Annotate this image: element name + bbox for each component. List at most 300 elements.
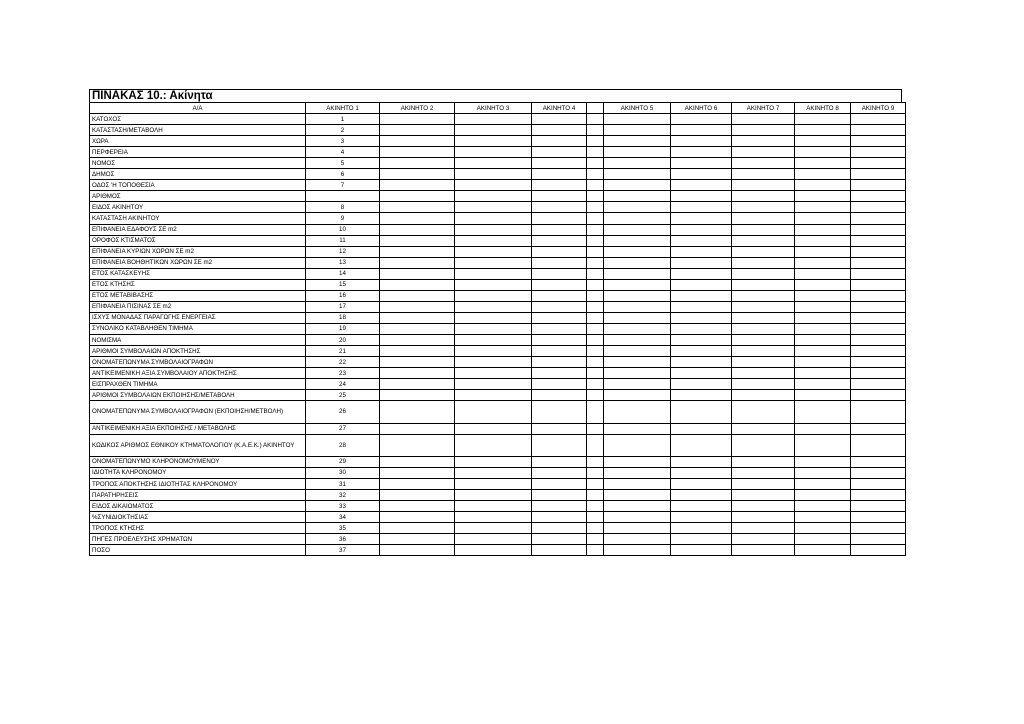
- empty-cell: [851, 279, 906, 290]
- column-header-asset-6: ΑΚΙΝΗΤΟ 5: [604, 103, 671, 114]
- empty-cell: [587, 401, 604, 423]
- empty-cell: [587, 346, 604, 357]
- empty-cell: [671, 379, 732, 390]
- empty-cell: [795, 467, 851, 478]
- row-label: ΑΡΙΘΜΟΣ: [90, 191, 306, 202]
- empty-cell: [455, 246, 532, 257]
- empty-cell: [455, 423, 532, 434]
- empty-cell: [732, 523, 795, 534]
- empty-cell: [380, 114, 455, 125]
- row-number: 8: [306, 202, 380, 213]
- empty-cell: [851, 479, 906, 490]
- empty-cell: [732, 467, 795, 478]
- empty-cell: [380, 257, 455, 268]
- empty-cell: [795, 290, 851, 301]
- empty-cell: [532, 490, 587, 501]
- empty-cell: [732, 479, 795, 490]
- empty-cell: [732, 545, 795, 556]
- table-row: [90, 158, 906, 169]
- row-number: 5: [306, 158, 380, 169]
- empty-cell: [532, 136, 587, 147]
- empty-cell: [795, 334, 851, 345]
- empty-cell: [671, 334, 732, 345]
- empty-cell: [604, 501, 671, 512]
- empty-cell: [604, 147, 671, 158]
- empty-cell: [455, 169, 532, 180]
- empty-cell: [795, 312, 851, 323]
- empty-cell: [532, 423, 587, 434]
- row-label: ΟΝΟΜΑΤΕΠΩΝΥΜΑ ΣΥΜΒΟΛΑΙΟΓΡΑΦΩΝ (ΕΚΠΟΙΗΣΗ/ΜΕΤΒΟΛΗ): [90, 401, 306, 423]
- empty-cell: [851, 114, 906, 125]
- table-row: [90, 114, 906, 125]
- empty-cell: [532, 224, 587, 235]
- empty-cell: [671, 346, 732, 357]
- table-row: [90, 268, 906, 279]
- row-number: 23: [306, 368, 380, 379]
- empty-cell: [380, 423, 455, 434]
- row-number: 17: [306, 301, 380, 312]
- empty-cell: [455, 114, 532, 125]
- empty-cell: [795, 401, 851, 423]
- row-label: ΣΥΝΟΛΙΚΟ ΚΑΤΑΒΛΗΘΕΝ ΤΙΜΗΜΑ: [90, 323, 306, 334]
- row-label: ΟΝΟΜΑΤΕΠΩΝΥΜΟ ΚΛΗΡΟΝΟΜΟΥΜΕΝΟΥ: [90, 456, 306, 467]
- empty-cell: [732, 114, 795, 125]
- table-row: [90, 235, 906, 246]
- empty-cell: [532, 191, 587, 202]
- row-number: 18: [306, 312, 380, 323]
- empty-cell: [455, 136, 532, 147]
- empty-cell: [532, 501, 587, 512]
- empty-cell: [732, 379, 795, 390]
- empty-cell: [851, 512, 906, 523]
- empty-cell: [455, 379, 532, 390]
- empty-cell: [532, 169, 587, 180]
- empty-cell: [851, 456, 906, 467]
- empty-cell: [851, 323, 906, 334]
- empty-cell: [851, 334, 906, 345]
- empty-cell: [671, 545, 732, 556]
- column-header-asset-9: ΑΚΙΝΗΤΟ 8: [795, 103, 851, 114]
- table-row: [90, 279, 906, 290]
- empty-cell: [380, 180, 455, 191]
- empty-cell: [587, 490, 604, 501]
- row-number: 22: [306, 357, 380, 368]
- table-row: [90, 523, 906, 534]
- empty-cell: [732, 136, 795, 147]
- empty-cell: [851, 312, 906, 323]
- empty-cell: [851, 246, 906, 257]
- empty-cell: [380, 312, 455, 323]
- empty-cell: [380, 191, 455, 202]
- empty-cell: [587, 213, 604, 224]
- empty-cell: [587, 202, 604, 213]
- empty-cell: [732, 202, 795, 213]
- row-number: 7: [306, 180, 380, 191]
- empty-cell: [604, 512, 671, 523]
- empty-cell: [455, 312, 532, 323]
- assets-table: [89, 102, 906, 556]
- empty-cell: [455, 434, 532, 456]
- empty-cell: [795, 534, 851, 545]
- row-label: ΟΡΟΦΟΣ ΚΤΙΣΜΑΤΟΣ: [90, 235, 306, 246]
- row-label: ΤΡΟΠΟΣ ΚΤΗΣΗΣ: [90, 523, 306, 534]
- row-label: ΕΠΙΦΑΝΕΙΑ ΕΔΑΦΟΥΣ ΣΕ m2: [90, 224, 306, 235]
- table-row: [90, 301, 906, 312]
- empty-cell: [671, 357, 732, 368]
- empty-cell: [604, 202, 671, 213]
- empty-cell: [587, 125, 604, 136]
- empty-cell: [587, 147, 604, 158]
- empty-cell: [671, 501, 732, 512]
- empty-cell: [795, 357, 851, 368]
- empty-cell: [604, 379, 671, 390]
- empty-cell: [604, 523, 671, 534]
- empty-cell: [671, 390, 732, 401]
- empty-cell: [587, 379, 604, 390]
- empty-cell: [851, 545, 906, 556]
- empty-cell: [455, 467, 532, 478]
- empty-cell: [455, 523, 532, 534]
- empty-cell: [604, 467, 671, 478]
- empty-cell: [851, 534, 906, 545]
- row-number: 31: [306, 479, 380, 490]
- empty-cell: [795, 456, 851, 467]
- table-row: [90, 456, 906, 467]
- empty-cell: [851, 235, 906, 246]
- row-number: 1: [306, 114, 380, 125]
- empty-cell: [604, 479, 671, 490]
- empty-cell: [380, 290, 455, 301]
- empty-cell: [455, 158, 532, 169]
- row-number: 30: [306, 467, 380, 478]
- table-row: [90, 545, 906, 556]
- row-label: ΕΙΔΟΣ ΔΙΚΑΙΩΜΑΤΟΣ: [90, 501, 306, 512]
- empty-cell: [532, 235, 587, 246]
- empty-cell: [851, 346, 906, 357]
- empty-cell: [851, 490, 906, 501]
- empty-cell: [795, 423, 851, 434]
- empty-cell: [732, 323, 795, 334]
- empty-cell: [795, 125, 851, 136]
- empty-cell: [795, 490, 851, 501]
- assets-sheet: [89, 89, 905, 556]
- row-number: 4: [306, 147, 380, 158]
- empty-cell: [604, 169, 671, 180]
- empty-cell: [671, 213, 732, 224]
- table-body: [90, 114, 906, 556]
- row-number: 9: [306, 213, 380, 224]
- row-label: ΠΕΡΦΕΡΕΙΑ: [90, 147, 306, 158]
- empty-cell: [732, 490, 795, 501]
- empty-cell: [604, 125, 671, 136]
- empty-cell: [380, 479, 455, 490]
- row-label: ΠΑΡΑΤΗΡΗΣΕΙΣ: [90, 490, 306, 501]
- empty-cell: [604, 158, 671, 169]
- empty-cell: [795, 257, 851, 268]
- column-header-asset-7: ΑΚΙΝΗΤΟ 6: [671, 103, 732, 114]
- table-row: [90, 512, 906, 523]
- row-label: ΙΔΙΟΤΗΤΑ ΚΛΗΡΟΝΟΜΟΥ: [90, 467, 306, 478]
- empty-cell: [795, 379, 851, 390]
- empty-cell: [587, 158, 604, 169]
- empty-cell: [587, 523, 604, 534]
- table-row: [90, 312, 906, 323]
- empty-cell: [795, 301, 851, 312]
- row-number: 29: [306, 456, 380, 467]
- row-label: ΕΠΙΦΑΝΕΙΑ ΒΟΗΘΗΤΙΚΩΝ ΧΩΡΩΝ ΣΕ m2: [90, 257, 306, 268]
- empty-cell: [604, 456, 671, 467]
- row-number: 28: [306, 434, 380, 456]
- column-header-asset-2: ΑΚΙΝΗΤΟ 2: [380, 103, 455, 114]
- table-row: [90, 191, 906, 202]
- empty-cell: [455, 257, 532, 268]
- empty-cell: [851, 523, 906, 534]
- empty-cell: [732, 534, 795, 545]
- empty-cell: [587, 512, 604, 523]
- empty-cell: [532, 202, 587, 213]
- empty-cell: [532, 434, 587, 456]
- empty-cell: [380, 301, 455, 312]
- empty-cell: [604, 114, 671, 125]
- empty-cell: [587, 279, 604, 290]
- empty-cell: [732, 224, 795, 235]
- empty-cell: [671, 180, 732, 191]
- row-label: ΑΡΙΘΜΟΙ ΣΥΜΒΟΛΑΙΩΝ ΕΚΠΟΙΗΣΗΣ/ΜΕΤΑΒΟΛΗ: [90, 390, 306, 401]
- row-number: 13: [306, 257, 380, 268]
- empty-cell: [587, 191, 604, 202]
- empty-cell: [532, 125, 587, 136]
- column-header-aa: Α/Α: [90, 103, 306, 114]
- empty-cell: [455, 323, 532, 334]
- empty-cell: [732, 368, 795, 379]
- empty-cell: [455, 357, 532, 368]
- empty-cell: [795, 390, 851, 401]
- empty-cell: [587, 257, 604, 268]
- empty-cell: [532, 268, 587, 279]
- table-row: [90, 169, 906, 180]
- empty-cell: [795, 246, 851, 257]
- empty-cell: [380, 490, 455, 501]
- empty-cell: [532, 456, 587, 467]
- empty-cell: [671, 534, 732, 545]
- empty-cell: [532, 523, 587, 534]
- table-title: ΠΙΝΑΚΑΣ 10.: Ακίνητα: [92, 90, 213, 102]
- empty-cell: [851, 501, 906, 512]
- empty-cell: [851, 202, 906, 213]
- empty-cell: [671, 512, 732, 523]
- empty-cell: [532, 334, 587, 345]
- empty-cell: [604, 136, 671, 147]
- empty-cell: [587, 290, 604, 301]
- row-label: ΕΤΟΣ ΚΑΤΑΣΚΕΥΗΣ: [90, 268, 306, 279]
- empty-cell: [587, 246, 604, 257]
- empty-cell: [851, 290, 906, 301]
- column-header-asset-1: ΑΚΙΝΗΤΟ 1: [306, 103, 380, 114]
- empty-cell: [587, 114, 604, 125]
- empty-cell: [732, 169, 795, 180]
- empty-cell: [671, 312, 732, 323]
- empty-cell: [671, 136, 732, 147]
- row-number: 14: [306, 268, 380, 279]
- row-label: ΟΔΟΣ 'Η ΤΟΠΟΘΕΣΙΑ: [90, 180, 306, 191]
- column-header-asset-4: ΑΚΙΝΗΤΟ 4: [532, 103, 587, 114]
- row-label: ΝΟΜΟΣ: [90, 158, 306, 169]
- empty-cell: [795, 279, 851, 290]
- empty-cell: [851, 423, 906, 434]
- empty-cell: [671, 246, 732, 257]
- empty-cell: [455, 534, 532, 545]
- empty-cell: [851, 147, 906, 158]
- row-label: ΔΗΜΟΣ: [90, 169, 306, 180]
- empty-cell: [380, 379, 455, 390]
- empty-cell: [604, 312, 671, 323]
- empty-cell: [380, 434, 455, 456]
- column-header-asset-10: ΑΚΙΝΗΤΟ 9: [851, 103, 906, 114]
- empty-cell: [795, 368, 851, 379]
- table-row: [90, 180, 906, 191]
- empty-cell: [380, 213, 455, 224]
- empty-cell: [851, 125, 906, 136]
- empty-cell: [380, 235, 455, 246]
- table-row: [90, 136, 906, 147]
- empty-cell: [587, 368, 604, 379]
- empty-cell: [532, 401, 587, 423]
- empty-cell: [851, 467, 906, 478]
- column-header-asset-3: ΑΚΙΝΗΤΟ 3: [455, 103, 532, 114]
- empty-cell: [587, 268, 604, 279]
- row-number: 34: [306, 512, 380, 523]
- table-row: [90, 401, 906, 423]
- row-label: ΟΝΟΜΑΤΕΠΩΝΥΜΑ ΣΥΜΒΟΛΑΙΟΓΡΑΦΩΝ: [90, 357, 306, 368]
- empty-cell: [455, 191, 532, 202]
- empty-cell: [380, 512, 455, 523]
- empty-cell: [795, 147, 851, 158]
- row-label: ΤΡΟΠΟΣ ΑΠΟΚΤΗΣΗΣ ΙΔΙΟΤΗΤΑΣ ΚΛΗΡΟΝΟΜΟΥ: [90, 479, 306, 490]
- empty-cell: [795, 346, 851, 357]
- empty-cell: [604, 357, 671, 368]
- empty-cell: [455, 490, 532, 501]
- row-number: 10: [306, 224, 380, 235]
- row-label: ΑΝΤΙΚΕΙΜΕΝΙΚΗ ΑΞΙΑ ΕΚΠΟΙΗΣΗΣ / ΜΕΤΑΒΟΛΗΣ: [90, 423, 306, 434]
- row-label: ΕΙΣΠΡΑΧΘΕΝ ΤΙΜΗΜΑ: [90, 379, 306, 390]
- empty-cell: [532, 158, 587, 169]
- empty-cell: [671, 523, 732, 534]
- row-label: ΕΤΟΣ ΜΕΤΑΒΙΒΑΣΗΣ: [90, 290, 306, 301]
- empty-cell: [671, 479, 732, 490]
- empty-cell: [604, 490, 671, 501]
- row-label: ΚΑΤΟΧΟΣ: [90, 114, 306, 125]
- empty-cell: [587, 224, 604, 235]
- empty-cell: [671, 224, 732, 235]
- empty-cell: [732, 390, 795, 401]
- empty-cell: [455, 390, 532, 401]
- empty-cell: [795, 114, 851, 125]
- empty-cell: [604, 180, 671, 191]
- empty-cell: [455, 334, 532, 345]
- empty-cell: [380, 169, 455, 180]
- empty-cell: [671, 368, 732, 379]
- empty-cell: [455, 368, 532, 379]
- empty-cell: [587, 534, 604, 545]
- empty-cell: [604, 191, 671, 202]
- empty-cell: [795, 501, 851, 512]
- empty-cell: [532, 346, 587, 357]
- empty-cell: [587, 467, 604, 478]
- empty-cell: [795, 545, 851, 556]
- empty-cell: [795, 224, 851, 235]
- table-row: [90, 534, 906, 545]
- empty-cell: [604, 279, 671, 290]
- empty-cell: [532, 257, 587, 268]
- empty-cell: [604, 534, 671, 545]
- empty-cell: [851, 301, 906, 312]
- empty-cell: [587, 334, 604, 345]
- empty-cell: [532, 301, 587, 312]
- empty-cell: [795, 268, 851, 279]
- row-number: 15: [306, 279, 380, 290]
- empty-cell: [851, 368, 906, 379]
- empty-cell: [732, 423, 795, 434]
- row-number: 25: [306, 390, 380, 401]
- empty-cell: [455, 224, 532, 235]
- empty-cell: [795, 512, 851, 523]
- empty-cell: [851, 434, 906, 456]
- empty-cell: [671, 467, 732, 478]
- row-number: 26: [306, 401, 380, 423]
- row-number: 27: [306, 423, 380, 434]
- empty-cell: [732, 346, 795, 357]
- empty-cell: [455, 125, 532, 136]
- empty-cell: [732, 191, 795, 202]
- empty-cell: [671, 125, 732, 136]
- empty-cell: [732, 246, 795, 257]
- empty-cell: [604, 257, 671, 268]
- row-number: 24: [306, 379, 380, 390]
- row-label: ΕΤΟΣ ΚΤΗΣΗΣ: [90, 279, 306, 290]
- empty-cell: [795, 202, 851, 213]
- empty-cell: [532, 368, 587, 379]
- empty-cell: [671, 290, 732, 301]
- empty-cell: [604, 213, 671, 224]
- empty-cell: [380, 467, 455, 478]
- empty-cell: [732, 312, 795, 323]
- empty-cell: [380, 390, 455, 401]
- empty-cell: [732, 290, 795, 301]
- table-row: [90, 346, 906, 357]
- empty-cell: [380, 456, 455, 467]
- empty-cell: [851, 224, 906, 235]
- empty-cell: [587, 423, 604, 434]
- empty-cell: [795, 136, 851, 147]
- row-label: ΠΗΓΕΣ ΠΡΟΕΛΕΥΣΗΣ ΧΡΗΜΑΤΩΝ: [90, 534, 306, 545]
- empty-cell: [851, 257, 906, 268]
- empty-cell: [604, 323, 671, 334]
- empty-cell: [671, 191, 732, 202]
- table-row: [90, 125, 906, 136]
- row-label: %ΣΥΝΙΔΙΟΚΤΗΣΙΑΣ: [90, 512, 306, 523]
- title-bar: [89, 89, 902, 102]
- table-row: [90, 224, 906, 235]
- row-number: 16: [306, 290, 380, 301]
- empty-cell: [380, 368, 455, 379]
- empty-cell: [671, 169, 732, 180]
- empty-cell: [380, 246, 455, 257]
- empty-cell: [604, 545, 671, 556]
- empty-cell: [604, 346, 671, 357]
- row-number: 20: [306, 334, 380, 345]
- empty-cell: [851, 158, 906, 169]
- empty-cell: [532, 180, 587, 191]
